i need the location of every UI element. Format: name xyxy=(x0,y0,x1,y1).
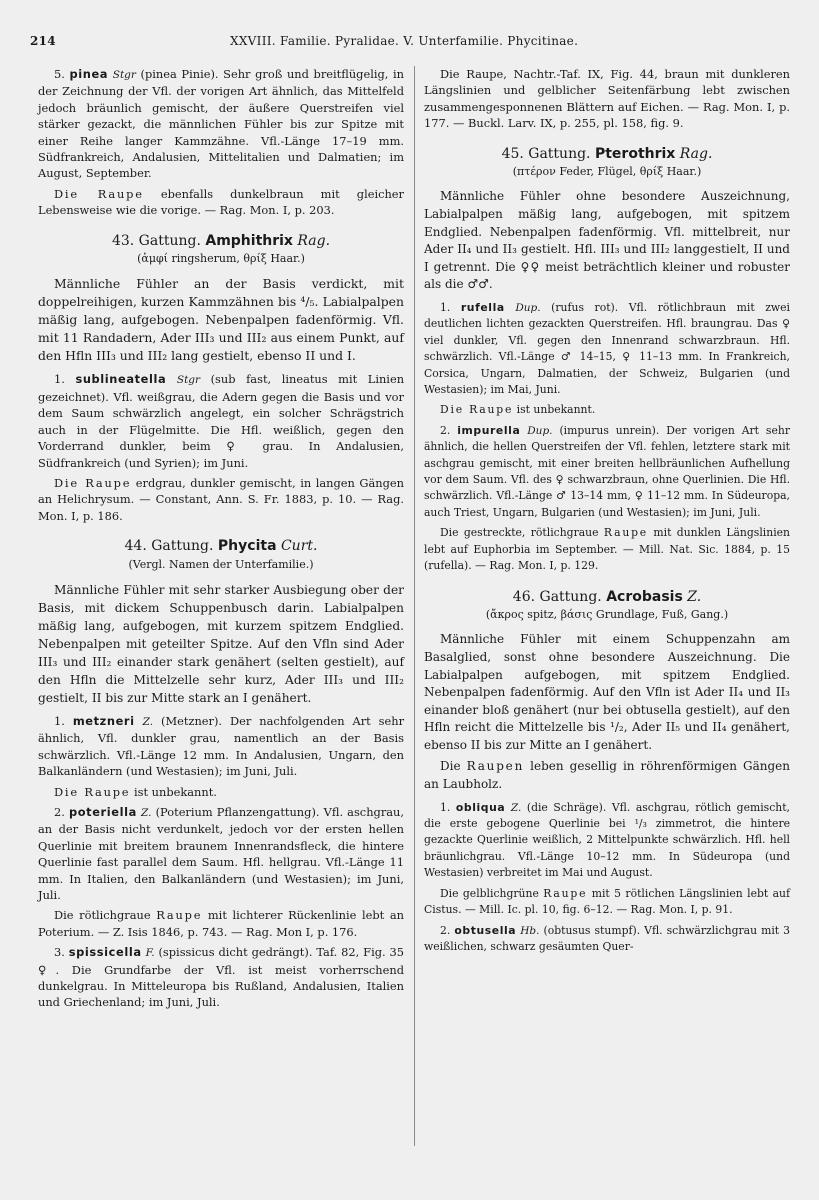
species-number: 2. xyxy=(440,923,451,937)
species-entry-rufella xyxy=(424,300,790,398)
larva-text: ist unbekannt. xyxy=(133,784,217,799)
larva-text: mit 5 rötlichen Längslinien lebt auf Cistus. — Mill. Ic. pl. 10, fig. 6–12. — Rag. Mon. I, p. 91. xyxy=(424,886,791,917)
running-title: XXVIII. Familie. Pyralidae. V. Unterfamilie. Phycitinae. xyxy=(230,34,579,48)
continued-larva-note: Die Raupe, Nachtr.-Taf. IX, Fig. 44, braun mit dunkleren Längslinien und gelblicher Seitenfärbung lebt zwischen zusammengesponnenen Blättern auf Eichen. — Rag. Mon. I, p. 177. — Buckl. Larv. IX, p. 255, pl. 158, fig. 9. xyxy=(424,67,790,131)
genus-description: Männliche Fühler ohne besondere Auszeichnung, Labialpalpen mäßig lang, aufgebogen, mit spitzem Endglied. Nebenpalpen fadenförmig. Vfl. mittelbreit, nur Ader II₄ und II₃ gestielt. Hfl. III₃ und III₂ langgestielt, II und I getrennt. Die ♀♀ meist beträchtlich kleiner und robuster als die ♂♂. xyxy=(424,189,790,292)
genus-name: Acrobasis xyxy=(606,588,683,605)
genus-prefix: 46. Gattung. xyxy=(512,588,602,605)
species-description: (Poterium Pflanzengattung). Vfl. aschgrau, an der Basis nicht verdunkelt, jedoch vor der ersten hellen Querlinie mit breitem braunem Innenrandsfleck, die hintere Querlinie fast parallel dem Saum. Hfl. hellgrau. Vfl.-Länge 11 mm. In Italien, den Balkanländern (und Westasien); im Juni, Juli. xyxy=(38,804,405,902)
genus-etymology: (Vergl. Namen der Unterfamilie.) xyxy=(128,557,314,571)
species-description: (rufus rot). Vfl. rötlichbraun mit zwei deutlichen lichten gezackten Querstreifen. Hfl. braungrau. Das ♀ viel dunkler, Vfl. gegen den Innenrand schwarzbraun. Hfl. schwärzlich. Vfl.-Länge ♂ 14–15, ♀ 11–13 mm. In Frankreich, Corsica, Ungarn, Dalmatien, der Schweiz, Bulgarien (und Westasien); im Mai, Juni. xyxy=(424,301,790,397)
larva-note xyxy=(38,475,404,524)
genus-author: Curt. xyxy=(280,538,318,555)
genus-author: Rag. xyxy=(297,232,331,249)
species-name: rufella xyxy=(460,301,505,314)
species-name: obliqua xyxy=(455,800,506,814)
species-number: 3. xyxy=(54,945,65,960)
page-number: 214 xyxy=(30,34,56,48)
larva-prefix: Die rötlichgraue xyxy=(54,908,151,923)
species-description: (sub fast, lineatus mit Linien gezeichnet). Vfl. weißgrau, die Adern gegen die Basis und vor dem Saum schwärzlich angelegt, ein solcher Schrägstrich auch in der Flügelmitte. Die Hfl. weißlich, gegen den Vorderrand dunkler, beim ♀ grau. In Andalusien, Südfrankreich (und Syrien); im Juni. xyxy=(38,372,405,470)
species-name: obtusella xyxy=(454,923,517,937)
species-name: poteriella xyxy=(69,804,137,819)
species-entry-poteriella xyxy=(38,804,404,903)
species-author: Stgr xyxy=(112,69,136,81)
species-entry-sublineatella xyxy=(38,371,404,470)
larva-prefix: Die gestreckte, rötlichgraue xyxy=(440,526,599,540)
genus-heading-43 xyxy=(38,233,404,249)
larva-note xyxy=(424,886,790,919)
species-name: sublineatella xyxy=(75,372,167,387)
species-entry-spissicella xyxy=(38,944,404,1011)
species-description: (impurus unrein). Der vorigen Art sehr ähnlich, die hellen Querstreifen der Vfl. fehlen, letztere stark mit aschgrau gemischt, mit einer breiten hellbräunlichen Aufhellung vor dem Saum. Vfl. des ♀ schwarzbraun, ohne Querlinien. Die Hfl. schwärzlich. Vfl.-Länge ♂ 13–14 mm, ♀ 11–12 mm. In Südeuropa, auch Triest, Ungarn, Bulgarien (und Westasien); im Juni, Juli. xyxy=(424,423,790,519)
species-author: F. xyxy=(145,947,155,960)
larva-note xyxy=(38,784,404,800)
larva-label: Die Raupe xyxy=(440,403,514,417)
species-author: Hb. xyxy=(520,924,540,937)
larva-label: Raupe xyxy=(156,908,203,923)
larva-label: Die Raupe xyxy=(54,475,132,490)
genus-heading-45 xyxy=(424,146,790,162)
genus-name: Amphithrix xyxy=(205,232,293,249)
species-author: Stgr xyxy=(176,374,201,387)
genus-name: Pterothrix xyxy=(594,145,676,162)
genus-prefix: 43. Gattung. xyxy=(111,232,201,249)
species-author: Z. xyxy=(141,806,152,819)
larva-note xyxy=(424,402,790,418)
species-author: Z. xyxy=(142,715,154,728)
species-description: (Metzner). Der nachfolgenden Art sehr ähnlich, Vfl. dunkler grau, namentlich an der Basis schwärzlich. Vfl.-Länge 12 mm. In Andalusien, Ungarn, den Balkanländern (und Westasien); im Juni, Juli. xyxy=(38,713,405,779)
species-number: 1. xyxy=(54,372,65,387)
species-number: 5. xyxy=(54,67,65,81)
species-author: Dup. xyxy=(527,424,553,437)
larva-note xyxy=(424,525,790,574)
larva-label: Raupen xyxy=(466,759,525,774)
genus-prefix: 44. Gattung. xyxy=(124,538,214,555)
species-entry-metzneri xyxy=(38,713,404,780)
genus-heading-44 xyxy=(38,538,404,554)
right-column xyxy=(424,66,790,959)
larva-note xyxy=(38,186,404,219)
larva-text: mit dunklen Längslinien lebt auf Euphorbia im September. — Mill. Nat. Sic. 1884, p. 15 (rufella). — Rag. Mon. I, p. 129. xyxy=(424,526,790,573)
species-description: (spissicus dicht gedrängt). Taf. 82, Fig. 35 ♀. Die Grundfarbe der Vfl. ist meist vorherrschend dunkelgrau. In Mitteleuropa bis Rußland, Andalusien, Italien und Griechenland; im Juni, Juli. xyxy=(38,945,405,1010)
species-number: 1. xyxy=(440,800,451,814)
genus-author: Z. xyxy=(687,588,702,605)
genus-description: Männliche Fühler an der Basis verdickt, mit doppelreihigen, kurzen Kammzähnen bis ⁴/₅. Labialpalpen mäßig lang, aufgebogen. Nebenpalpen fadenförmig. Vfl. mit 11 Randadern, Ader III₃ und III₂ aus einem Punkt, auf den Hfln III₃ und III₂ lang gestielt, ebenso II und I. xyxy=(38,276,404,364)
species-entry-obtusella xyxy=(424,923,790,956)
species-number: 2. xyxy=(54,804,65,819)
larva-label: Raupe xyxy=(543,886,588,900)
larva-text: ist unbekannt. xyxy=(516,403,596,417)
genus-description: Männliche Fühler mit einem Schuppenzahn am Basalglied, sonst ohne besondere Auszeichnung. Die Labialpalpen aufgebogen, mit spitzem Endglied. Nebenpalpen fadenförmig. Auf den Vfln ist Ader II₄ und II₃ einander bloß genähert (nur bei obtusella gestielt), auf den Hfln reicht die Mittelzelle bis ¹/₂, Ader II₅ und II₄ genähert, ebenso II bis zur Mitte an I genähert. xyxy=(424,632,790,752)
genus-name: Phycita xyxy=(217,538,277,555)
species-number: 1. xyxy=(54,713,65,728)
species-author: Z. xyxy=(510,801,522,814)
species-author: Dup. xyxy=(515,302,541,314)
larva-label: Die Raupe xyxy=(54,784,131,799)
larva-text: mit lichterer Rückenlinie lebt an Poterium. — Z. Isis 1846, p. 743. — Rag. Mon I, p. 176. xyxy=(38,908,404,939)
species-name: impurella xyxy=(457,423,521,437)
genus-etymology: (ἀμφί ringsherum, θρίξ Haar.) xyxy=(137,252,305,266)
larva-label: Raupe xyxy=(603,526,648,540)
larva-note xyxy=(38,907,404,940)
larva-text: erdgrau, dunkler gemischt, in langen Gängen an Helichrysum. — Constant, Ann. S. Fr. 1883, p. 10. — Rag. Mon. I, p. 186. xyxy=(38,475,404,523)
species-description: (die Schräge). Vfl. aschgrau, rötlich gemischt, die erste gebogene Querlinie bei ¹/₃ zimmetrot, die hintere gezackte Querlinie weißlich, 2 Mittelpunkte schwärzlich. Hfl. hell bräunlichgrau. Vfl.-Länge 10–12 mm. In Südeuropa (und Westasien) verbreitet im Mai und August. xyxy=(424,800,790,880)
genus-author: Rag. xyxy=(679,145,713,162)
genus-description: Männliche Fühler mit sehr starker Ausbiegung ober der Basis, mit dickem Schuppenbusch darin. Labialpalpen mäßig lang, aufgebogen, mit kurzem spitzem Endglied. Nebenpalpen mit geteilter Spitze. Auf den Vfln sind Ader III₃ und III₂ einander stark genähert (selten gestielt), auf den Hfln die Mittelzelle sehr kurz, Ader III₃ und III₂ gestielt, II bis zur Mitte stark an I genähert. xyxy=(38,582,404,705)
species-entry-impurella xyxy=(424,423,790,521)
species-entry-obliqua xyxy=(424,800,790,882)
species-description: (obtusus stumpf). Vfl. schwärzlichgrau mit 3 weißlichen, schwarz gesäumten Quer- xyxy=(424,923,791,953)
larva-label: Die Raupe xyxy=(54,186,144,201)
species-entry-pinea xyxy=(38,66,404,182)
species-description: (pinea Pinie). Sehr groß und breitflügelig, in der Zeichnung der Vfl. der vorigen Art ähnlich, das Mittelfeld jedoch bräunlich gemischt, der äußere Querstreifen viel stärker gezackt, die männlichen Fühler bis zur Spitze mit einer Reihe langer Kammzähne. Vfl.-Länge 17–19 mm. Südfrankreich, Andalusien, Mittelitalien und Dalmatien; im August, September. xyxy=(38,67,405,181)
genus-etymology: (πτέρον Feder, Flügel, θρίξ Haar.) xyxy=(512,165,702,179)
species-number: 2. xyxy=(440,423,451,437)
larva-text: leben gesellig in röhrenförmigen Gängen an Laubholz. xyxy=(424,759,790,792)
genus-prefix: 45. Gattung. xyxy=(501,145,591,162)
larva-prefix: Die xyxy=(440,759,461,774)
larva-prefix: Die gelblichgrüne xyxy=(440,886,539,900)
genus-etymology: (ἄκρος spitz, βάσις Grundlage, Fuß, Gang.) xyxy=(485,607,729,621)
column-divider xyxy=(414,66,415,1146)
genus-heading-46 xyxy=(424,589,790,605)
species-name: pinea xyxy=(69,67,109,81)
larva-note xyxy=(424,758,790,793)
species-name: metzneri xyxy=(72,713,135,728)
left-column xyxy=(38,66,404,1015)
larva-text: ebenfalls dunkelbraun mit gleicher Lebensweise wie die vorige. — Rag. Mon. I, p. 203. xyxy=(38,186,404,218)
species-number: 1. xyxy=(440,301,451,314)
species-name: spissicella xyxy=(68,945,142,960)
page-header xyxy=(30,34,789,54)
